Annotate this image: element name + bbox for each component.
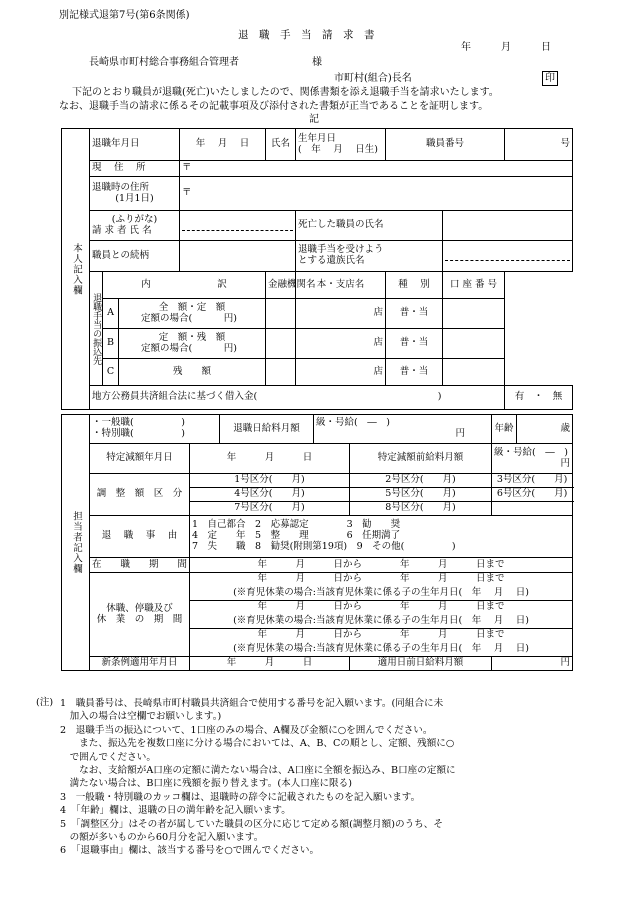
adjust-8[interactable]: 8号区分( 月)	[350, 502, 492, 516]
notes	[60, 697, 572, 858]
reason-line-1: 1 自己都合 2 応募認定 3 勧 奨	[192, 519, 401, 531]
seal-text: 印	[542, 71, 558, 86]
claimant-name-label	[90, 211, 180, 241]
staff-section	[61, 414, 573, 671]
transfer-label: 退職手当の振込先	[90, 272, 103, 386]
adjust-3[interactable]: 3号区分( 月)	[492, 474, 573, 488]
employment-type[interactable]	[90, 415, 220, 444]
branch-field[interactable]: 店	[296, 299, 386, 329]
row-line-2: 定額の場合( 円)	[141, 342, 237, 354]
request-date: 年 月 日	[461, 42, 551, 53]
row-line-2: 定額の場合( 円)	[141, 312, 237, 324]
leave-period-1[interactable]: 年 月 日から 年 月 日まで	[190, 573, 573, 587]
address-field[interactable]: 〒	[180, 161, 573, 177]
childcare-3[interactable]: (※育児休業の場合:当該育児休業に係る子の生年月日( 年 月 日)	[190, 643, 573, 657]
birth-value: ( 年 月 日生)	[298, 143, 378, 155]
adjust-2[interactable]: 2号区分( 月)	[350, 474, 492, 488]
new-rule-label: 新条例適用年月日	[90, 657, 190, 671]
reason-field[interactable]	[190, 516, 573, 558]
reason-line-2: 4 定 年 5 整 理 6 任期満了	[192, 530, 401, 542]
deceased-name-label: 死亡した職員の氏名	[296, 211, 443, 241]
note-line: 3 一般職・特別職のカッコ欄は、退職時の辞令に記載されたものを記入願います。	[60, 791, 421, 803]
document-title: 退 職 手 当 請 求 書	[238, 29, 375, 41]
loan-field[interactable]: 有 ・ 無	[505, 386, 573, 410]
heir-label-line-1: 退職手当を受けよう	[298, 244, 384, 256]
adjust-5[interactable]: 5号区分( 月)	[350, 488, 492, 502]
row-breakdown[interactable]	[119, 329, 266, 359]
type-field[interactable]: 普・当	[386, 359, 443, 386]
note-line: 2 退職手当の振込について、1口座のみの場合、A欄及び金額に○を囲んでください。	[60, 724, 433, 736]
leave-label	[90, 573, 190, 657]
note-line: で囲んでください。	[60, 751, 156, 763]
row-key: A	[103, 299, 119, 329]
birth-date-field[interactable]	[296, 129, 386, 161]
salary-field[interactable]	[314, 415, 492, 444]
leave-label-line-2: 休 業 の 期 間	[96, 613, 183, 625]
address-label: 現 住 所	[90, 161, 180, 177]
note-line: また、振込先を複数口座に分ける場合においては、A、B、Cの順とし、定額、残額に○	[60, 738, 455, 750]
addressee: 長崎県市町村総合事務組合管理者	[89, 57, 239, 68]
childcare-2[interactable]: (※育児休業の場合:当該育児休業に係る子の生年月日( 年 月 日)	[190, 615, 573, 629]
col-branch: 本・支店名	[296, 272, 386, 299]
applicant-section	[61, 128, 573, 410]
note-line: 4 「年齢」欄は、退職の日の満年齢を記入願います。	[60, 805, 291, 817]
note-line: 加入の場合は空欄でお願いします。)	[60, 711, 222, 723]
heir-name-field[interactable]	[443, 241, 573, 272]
retire-address-field[interactable]: 〒	[180, 177, 573, 211]
note-line: 1 職員番号は、長崎県市町村職員共済組合で使用する番号を記入願います。(同組合に未	[60, 698, 444, 709]
deceased-name-field[interactable]	[443, 211, 573, 241]
salary-grade: 級・号給( ― )	[316, 417, 390, 429]
adjust-7[interactable]: 7号区分( 月)	[190, 502, 350, 516]
heir-name-label	[296, 241, 443, 272]
tenure-label: 在 職 期 間	[90, 558, 190, 573]
mayor-name-label: 市町村(組合)長名	[334, 73, 412, 84]
addressee-honorific: 様	[312, 57, 322, 68]
salary-label: 退職日給料月額	[220, 415, 314, 444]
row-line-1: 全 額・定 額	[158, 301, 226, 313]
new-rule-salary-field[interactable]: 円	[492, 657, 573, 671]
relation-label: 職員との続柄	[90, 241, 180, 272]
age-field[interactable]: 歳	[517, 415, 573, 444]
intro-line-1: 下記のとおり職員が退職(死亡)いたしましたので、関係書類を添え退職手当を請求いたします。	[72, 87, 499, 98]
special-salary-field[interactable]	[492, 444, 573, 474]
leave-label-line-1: 休職、停職及び	[106, 602, 173, 614]
furigana-line	[182, 221, 293, 231]
adjust-label: 調 整 額 区 分	[90, 474, 190, 516]
relation-field[interactable]	[180, 241, 296, 272]
leave-period-3[interactable]: 年 月 日から 年 月 日まで	[190, 629, 573, 643]
seal-mark	[542, 71, 558, 86]
staff-no-label: 職員番号	[386, 129, 505, 161]
retire-address-date: (1月1日)	[115, 192, 154, 204]
note-line: 満たない場合は、B口座に残額を振り替えます。(本人口座に限る)	[60, 778, 352, 790]
new-rule-salary-label: 適用日前日給料月額	[350, 657, 492, 671]
type-field[interactable]: 普・当	[386, 299, 443, 329]
applicant-section-label: 本人記入欄	[62, 129, 90, 410]
retire-date-label: 退職年月日	[90, 129, 180, 161]
row-key: C	[103, 359, 119, 386]
furigana-label: (ふりがな)	[111, 213, 158, 225]
claimant-name-field[interactable]	[180, 211, 296, 241]
branch-field[interactable]: 店	[296, 359, 386, 386]
bank-field[interactable]	[266, 329, 296, 359]
staff-section-label: 担当者記入欄	[62, 415, 90, 671]
row-breakdown[interactable]: 残 額	[119, 359, 266, 386]
type-field[interactable]: 普・当	[386, 329, 443, 359]
table-row	[62, 329, 573, 359]
row-breakdown[interactable]	[119, 299, 266, 329]
notes-lead: (注)	[36, 697, 54, 708]
special-date-field[interactable]: 年 月 日	[190, 444, 350, 474]
col-breakdown: 内 訳	[103, 272, 266, 299]
age-label: 年齢	[492, 415, 517, 444]
row-key: B	[103, 329, 119, 359]
adjust-6[interactable]: 6号区分( 月)	[492, 488, 573, 502]
col-type: 種 別	[386, 272, 443, 299]
special-grade: 級・号給( ― )	[494, 446, 568, 458]
adjust-blank	[492, 502, 573, 516]
account-field[interactable]	[443, 299, 505, 329]
retire-address-title: 退職時の住所	[92, 181, 150, 193]
bank-field[interactable]	[266, 359, 296, 386]
col-account: 口 座 番 号	[443, 272, 505, 299]
branch-field[interactable]: 店	[296, 329, 386, 359]
table-row	[62, 359, 573, 386]
adjust-1[interactable]: 1号区分( 月)	[190, 474, 350, 488]
tenure-field[interactable]: 年 月 日から 年 月 日まで	[190, 558, 573, 573]
reason-label: 退 職 事 由	[90, 516, 190, 558]
birth-label: 生年月日	[298, 132, 337, 144]
note-line: なお、支給額がA口座の定額に満たない場合は、A口座に全額を振込み、B口座の定額に	[60, 765, 456, 777]
heir-label-line-2: とする遺族氏名	[298, 255, 365, 266]
heir-furigana-line	[445, 251, 570, 261]
note-line: の額が多いものから60月分を記入願います。	[60, 832, 264, 844]
table-row	[62, 299, 573, 329]
account-field[interactable]	[443, 329, 505, 359]
adjust-4[interactable]: 4号区分( 月)	[190, 488, 350, 502]
reason-line-3: 7 失 職 8 勧奨(附則第19項) 9 その他( )	[192, 540, 456, 552]
account-field[interactable]	[443, 359, 505, 386]
intro-line-2: なお、退職手当の請求に係るその記載事項及び添付された書類が正当であることを証明します。	[59, 101, 489, 112]
special-staff: ・特別職( )	[92, 428, 185, 439]
childcare-1[interactable]: (※育児休業の場合:当該育児休業に係る子の生年月日( 年 月 日)	[190, 587, 573, 601]
special-date-label: 特定減額年月日	[90, 444, 190, 474]
retire-date-field[interactable]: 年 月 日	[180, 129, 266, 161]
name-label: 氏名	[266, 129, 296, 161]
form-number: 別記様式退第7号(第6条関係)	[59, 10, 190, 21]
ki-heading: 記	[309, 114, 319, 125]
special-salary-label: 特定減額前給料月額	[350, 444, 492, 474]
staff-no-field[interactable]: 号	[505, 129, 573, 161]
note-line: 6 「退職事由」欄は、該当する番号を○で囲んでください。	[60, 845, 320, 857]
col-bank: 金融機関名	[266, 272, 296, 299]
row-line-1: 定 額・残 額	[158, 331, 226, 343]
claimant-name-title: 請 求 者 氏 名	[92, 224, 152, 236]
bank-field[interactable]	[266, 299, 296, 329]
new-rule-date-field[interactable]: 年 月 日	[190, 657, 350, 671]
loan-label: 地方公務員共済組合法に基づく借入金( )	[90, 386, 505, 410]
note-line: 5 「調整区分」はその者が属していた職員の区分に応じて定める額(調整月額)のうち、そ	[60, 818, 443, 830]
special-yen: 円	[560, 457, 571, 469]
retire-address-label	[90, 177, 180, 211]
salary-yen: 円	[455, 428, 466, 439]
leave-period-2[interactable]: 年 月 日から 年 月 日まで	[190, 601, 573, 615]
general-staff: ・一般職( )	[92, 417, 185, 429]
